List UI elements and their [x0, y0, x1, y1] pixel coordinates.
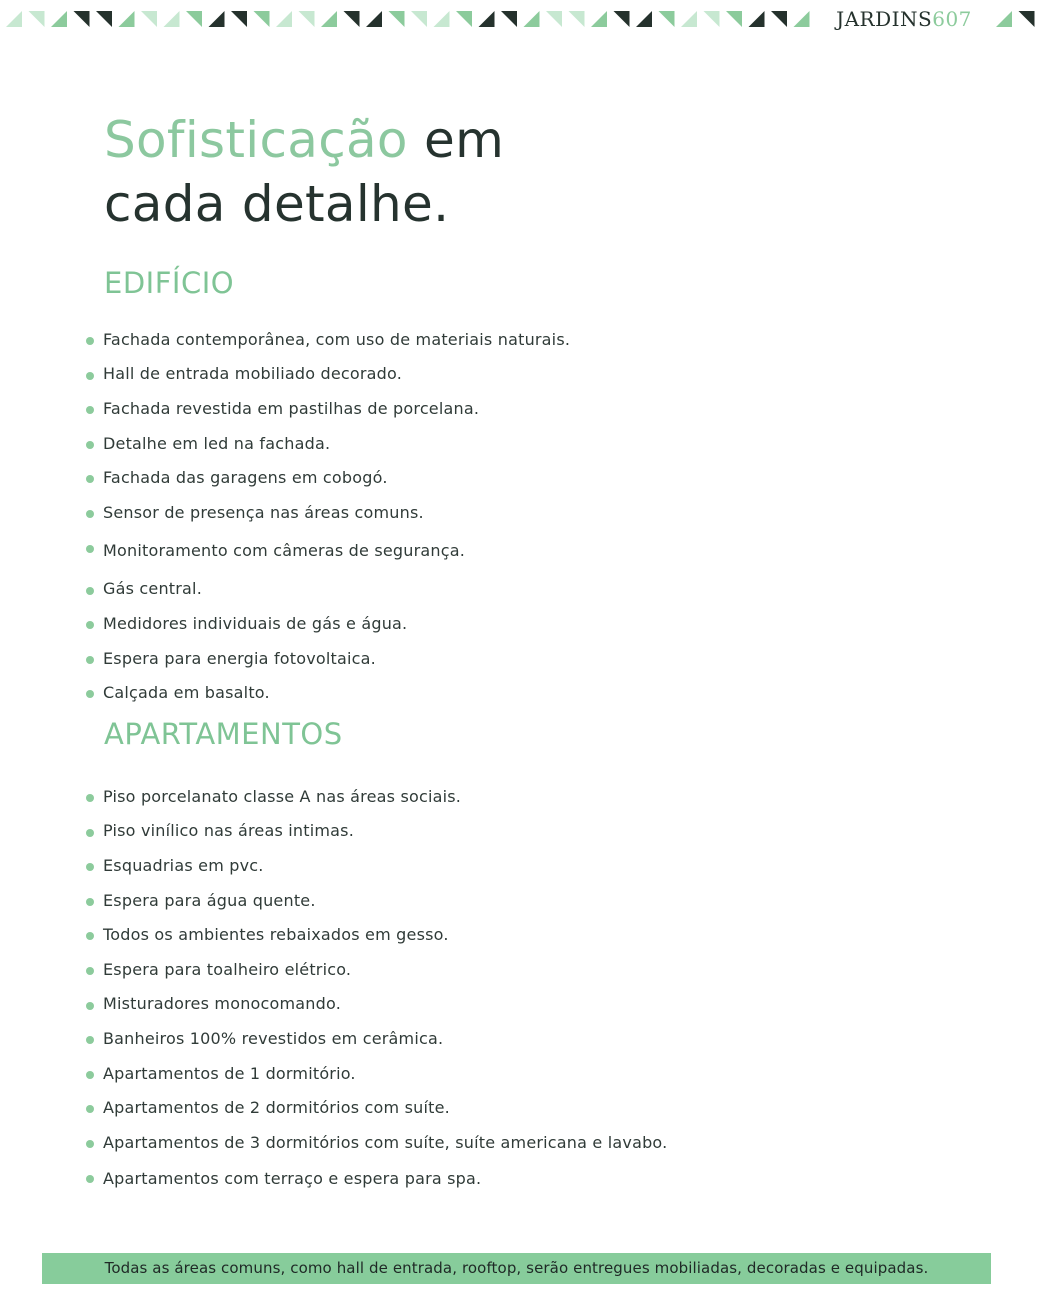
headline-accent: Sofisticação: [104, 111, 408, 169]
page-headline: [104, 108, 804, 236]
list-item-text: Medidores individuais de gás e água.: [103, 613, 408, 633]
headline-line1-rest: em: [424, 111, 505, 169]
triangle-mark: [141, 11, 157, 27]
bullet-icon: [86, 829, 94, 837]
triangle-mark: [591, 11, 607, 27]
apartamentos-list: [85, 779, 835, 1198]
list-item-text: Espera para toalheiro elétrico.: [103, 959, 352, 979]
bullet-icon: [86, 1071, 94, 1079]
bullet-icon: [86, 656, 94, 664]
triangle-mark: [29, 11, 45, 27]
triangle-mark: [186, 11, 202, 27]
list-item: [85, 779, 835, 814]
list-item-text: Apartamentos de 1 dormitório.: [103, 1063, 356, 1083]
bullet-icon: [86, 372, 94, 380]
bullet-icon: [86, 621, 94, 629]
list-item: [85, 675, 835, 710]
triangle-mark: [636, 11, 652, 27]
triangle-mark: [209, 11, 225, 27]
triangle-mark: [276, 11, 292, 27]
bullet-icon: [86, 545, 94, 553]
triangle-mark: [411, 11, 427, 27]
triangle-mark: [996, 11, 1012, 27]
list-item: [85, 572, 835, 607]
bullet-icon: [86, 863, 94, 871]
triangle-mark: [749, 11, 765, 27]
triangle-mark: [51, 11, 67, 27]
triangle-mark: [614, 11, 630, 27]
bullet-icon: [86, 475, 94, 483]
bullet-icon: [86, 510, 94, 518]
bullet-icon: [86, 1105, 94, 1113]
top-pattern-band: [0, 0, 1040, 40]
bullet-icon: [86, 898, 94, 906]
triangle-mark: [479, 11, 495, 27]
triangle-mark: [681, 11, 697, 27]
list-item: [85, 1056, 835, 1091]
list-item: [85, 322, 835, 357]
triangle-mark: [456, 11, 472, 27]
triangle-mark: [119, 11, 135, 27]
triangle-mark: [771, 11, 787, 27]
bullet-icon: [86, 932, 94, 940]
triangle-mark: [794, 11, 810, 27]
list-item: [85, 814, 835, 849]
bullet-icon: [86, 337, 94, 345]
section-title-apartamentos: APARTAMENTOS: [104, 717, 343, 751]
list-item-text: Misturadores monocomando.: [103, 994, 341, 1014]
headline-line2: cada detalhe.: [104, 175, 450, 233]
list-item: [85, 917, 835, 952]
triangle-mark: [704, 11, 720, 27]
bullet-icon: [86, 1140, 94, 1148]
list-item: [85, 952, 835, 987]
triangle-mark: [96, 11, 112, 27]
triangle-mark: [231, 11, 247, 27]
list-item-text: Detalhe em led na fachada.: [103, 433, 331, 453]
list-item-text: Calçada em basalto.: [103, 683, 270, 703]
list-item: [85, 1021, 835, 1056]
list-item-text: Banheiros 100% revestidos em cerâmica.: [103, 1028, 444, 1048]
triangle-mark: [726, 11, 742, 27]
triangle-mark: [366, 11, 382, 27]
list-item: [85, 495, 835, 530]
triangle-mark: [6, 11, 22, 27]
list-item: [85, 848, 835, 883]
logo-name: JARDINS: [836, 7, 933, 31]
list-item: [85, 641, 835, 676]
bullet-icon: [86, 441, 94, 449]
list-item-text: Hall de entrada mobiliado decorado.: [103, 364, 403, 384]
list-item-text: Todos os ambientes rebaixados em gesso.: [103, 925, 449, 945]
triangle-mark: [164, 11, 180, 27]
list-item: [85, 357, 835, 392]
triangle-mark: [434, 11, 450, 27]
bullet-icon: [86, 690, 94, 698]
triangle-mark: [659, 11, 675, 27]
triangle-mark: [524, 11, 540, 27]
list-item-text: Esquadrias em pvc.: [103, 855, 264, 875]
list-item-text: Apartamentos de 3 dormitórios com suíte, suíte americana e lavabo.: [103, 1132, 668, 1152]
triangle-mark: [569, 11, 585, 27]
list-item-text: Fachada revestida em pastilhas de porcelana.: [103, 398, 480, 418]
triangle-mark: [546, 11, 562, 27]
footer-note: Todas as áreas comuns, como hall de entrada, rooftop, serão entregues mobiliadas, decoradas e equipadas.: [42, 1253, 991, 1284]
list-item-text: Piso vinílico nas áreas intimas.: [103, 821, 355, 841]
triangle-mark: [344, 11, 360, 27]
list-item-text: Fachada contemporânea, com uso de materiais naturais.: [103, 329, 571, 349]
edificio-list: [85, 322, 835, 710]
bullet-icon: [86, 587, 94, 595]
bullet-icon: [86, 1036, 94, 1044]
triangle-mark: [74, 11, 90, 27]
triangle-mark: [389, 11, 405, 27]
list-item: [85, 883, 835, 918]
triangle-mark: [1019, 11, 1035, 27]
bullet-icon: [86, 967, 94, 975]
list-item-text: Apartamentos de 2 dormitórios com suíte.: [103, 1098, 450, 1118]
bullet-icon: [86, 794, 94, 802]
list-item: [85, 426, 835, 461]
triangle-mark: [321, 11, 337, 27]
list-item-text: Espera para energia fotovoltaica.: [103, 648, 376, 668]
list-item: [85, 1090, 835, 1125]
triangle-mark: [299, 11, 315, 27]
list-item-text: Fachada das garagens em cobogó.: [103, 468, 388, 488]
logo-number: 607: [932, 7, 972, 31]
section-title-edificio: EDIFÍCIO: [104, 266, 235, 300]
bullet-icon: [86, 1002, 94, 1010]
list-item: [85, 530, 835, 572]
list-item: [85, 987, 835, 1022]
list-item: [85, 460, 835, 495]
list-item: [85, 606, 835, 641]
list-item-text: Espera para água quente.: [103, 890, 316, 910]
triangle-mark: [501, 11, 517, 27]
bullet-icon: [86, 1175, 94, 1183]
triangle-mark: [254, 11, 270, 27]
list-item-text: Monitoramento com câmeras de segurança.: [103, 541, 466, 561]
list-item-text: Piso porcelanato classe A nas áreas sociais.: [103, 786, 462, 806]
bullet-icon: [86, 406, 94, 414]
list-item: [85, 1160, 835, 1198]
list-item-text: Sensor de presença nas áreas comuns.: [103, 502, 424, 522]
brand-logo: [815, 6, 993, 32]
list-item-text: Apartamentos com terraço e espera para spa.: [103, 1169, 482, 1189]
list-item: [85, 1125, 835, 1160]
list-item: [85, 391, 835, 426]
list-item-text: Gás central.: [103, 579, 202, 599]
